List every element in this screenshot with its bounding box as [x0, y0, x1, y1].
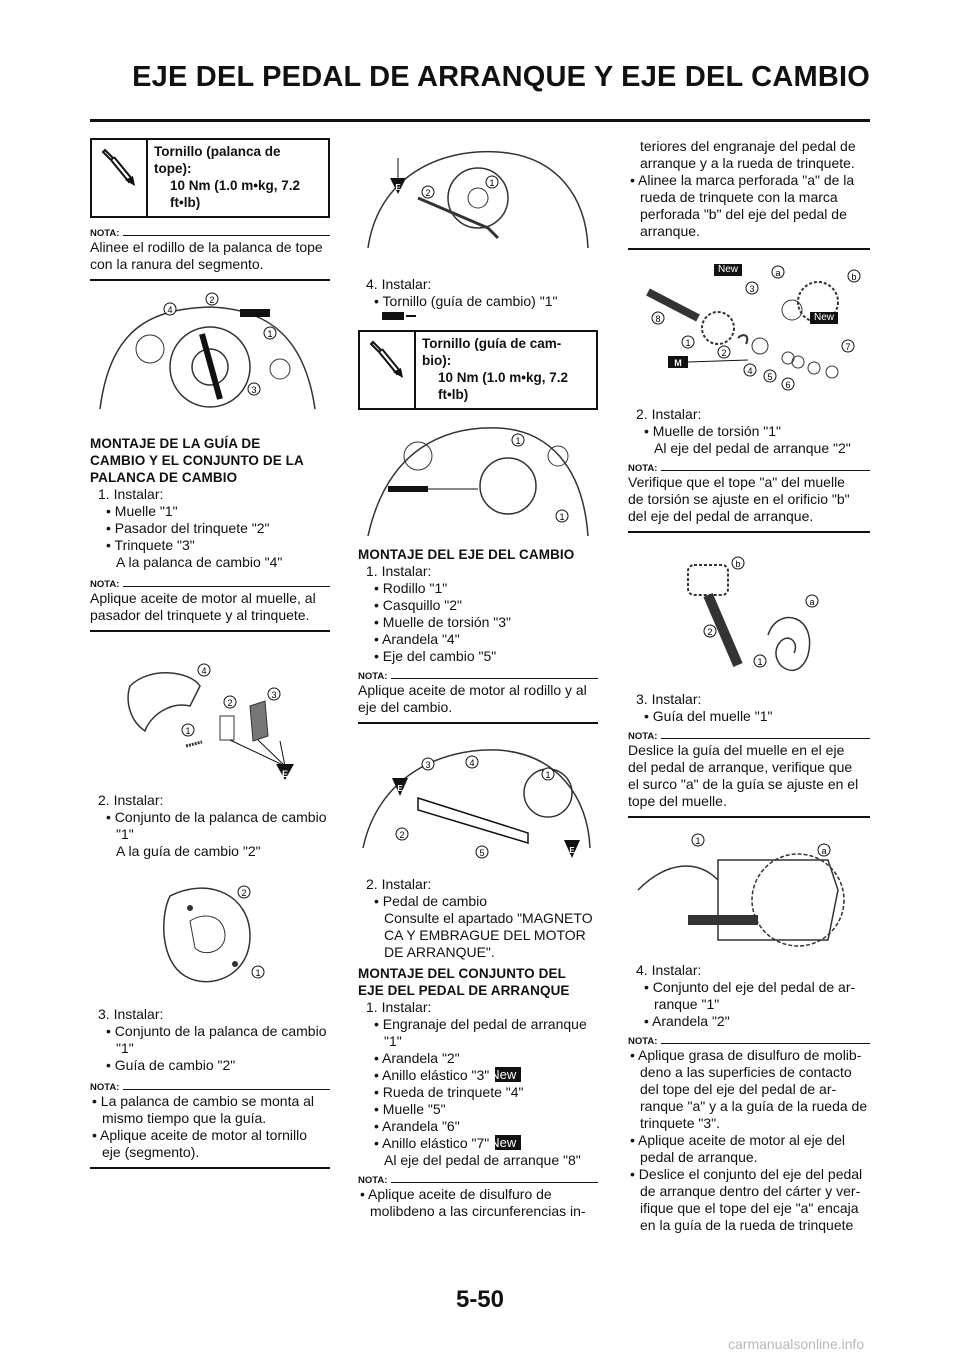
callout-2: 2	[399, 830, 405, 840]
new-part-badge: New	[810, 312, 838, 324]
column-right	[628, 138, 870, 1234]
note-header: NOTA:	[628, 1036, 870, 1047]
list-item: • Eje del cambio "5"	[374, 648, 497, 664]
note-text: Alinee el rodillo de la palanca de tope	[90, 239, 323, 255]
list-item: • Arandela "2"	[374, 1050, 460, 1066]
section-heading: EJE DEL PEDAL DE ARRANQUE	[358, 983, 570, 998]
callout-5: 5	[479, 848, 485, 858]
figure-shift-guide-bolt	[358, 138, 598, 268]
note-header: NOTA:	[628, 731, 870, 742]
list-item: • Muelle "5"	[374, 1101, 446, 1117]
thread-locker-icon	[358, 310, 598, 326]
note-bullet-cont: molibdeno a las circunferencias in-	[370, 1203, 586, 1219]
note-header: NOTA:	[90, 1082, 330, 1093]
section-heading: CAMBIO Y EL CONJUNTO DE LA	[90, 453, 304, 468]
list-item-sub: Al eje del pedal de arranque "2"	[654, 440, 851, 456]
note-bullet-cont: de arranque dentro del cárter y ver-	[640, 1183, 861, 1199]
note-bullet-cont: pedal de arranque.	[640, 1149, 758, 1165]
list-item: • Engranaje del pedal de arranque	[374, 1016, 587, 1032]
note-divider	[90, 630, 330, 632]
note-header: NOTA:	[358, 671, 598, 682]
list-item: • Muelle "1"	[106, 503, 178, 519]
section-heading: MONTAJE DE LA GUÍA DE	[90, 436, 261, 451]
callout-2: 2	[241, 888, 247, 898]
callout-7: 7	[845, 342, 851, 352]
page-title: EJE DEL PEDAL DE ARRANQUE Y EJE DEL CAMBIO	[132, 61, 870, 93]
note-text: eje del cambio.	[358, 699, 453, 715]
figure-shift-shaft	[358, 738, 598, 868]
note-bullet: • Aplique grasa de disulfuro de molib-	[630, 1047, 862, 1063]
note-text: tope del muelle.	[628, 793, 727, 809]
page-number: 5-50	[455, 1286, 505, 1313]
new-part-badge: New	[495, 1067, 521, 1082]
list-item: • Guía de cambio "2"	[106, 1057, 236, 1073]
list-item: • Tornillo (guía de cambio) "1"	[374, 293, 558, 309]
list-item-sub: Consulte el apartado "MAGNETO	[384, 910, 593, 926]
list-item-sub: A la palanca de cambio "4"	[116, 554, 283, 570]
list-item: • Anillo elástico "3"New	[358, 1067, 598, 1084]
note-bullet-cont: teriores del engranaje del pedal de	[640, 138, 856, 154]
note-bullet-cont: en la guía de la rueda de trinquete	[640, 1217, 854, 1233]
callout-1: 1	[185, 726, 191, 736]
callout-a: a	[821, 846, 827, 856]
torque-label-cont: bio):	[422, 353, 452, 368]
torque-label: Tornillo (guía de cam-	[422, 336, 562, 351]
callout-3: 3	[749, 284, 755, 294]
list-item: • Muelle de torsión "3"	[374, 614, 512, 630]
callout-b: b	[735, 559, 741, 569]
list-item: • Conjunto de la palanca de cambio	[106, 809, 327, 825]
list-item-cont: ranque "1"	[654, 996, 720, 1012]
column-left	[90, 138, 330, 1169]
callout-4: 4	[167, 305, 173, 315]
list-item: • Anillo elástico "7"New	[358, 1135, 598, 1152]
list-item: • Trinquete "3"	[106, 537, 195, 553]
step-text: 3. Instalar:	[98, 1006, 164, 1022]
watermark: carmanualsonline.info	[728, 1336, 865, 1352]
note-divider	[628, 248, 870, 250]
note-bullet-cont: ranque "a" y a la guía de la rueda de	[640, 1098, 868, 1114]
list-item-sub: CA Y EMBRAGUE DEL MOTOR	[384, 927, 586, 943]
step-text: 1. Instalar:	[98, 486, 164, 502]
title-divider	[90, 119, 870, 122]
callout-1: 1	[545, 770, 551, 780]
figure-crankcase-bolt	[358, 416, 598, 546]
list-item-cont: "1"	[384, 1033, 402, 1049]
callout-1: 1	[695, 836, 701, 846]
note-bullet-cont: arranque.	[640, 223, 700, 239]
callout-1: 1	[559, 512, 565, 522]
note-header: NOTA:	[90, 579, 330, 590]
note-bullet-cont: eje (segmento).	[102, 1144, 200, 1160]
torque-unit: ft•lb)	[170, 195, 201, 210]
step-text: 2. Instalar:	[366, 876, 432, 892]
step-text: 2. Instalar:	[636, 406, 702, 422]
torque-label-cont: tope):	[154, 161, 192, 176]
oil-symbol-icon: E	[395, 183, 401, 192]
callout-a: a	[775, 268, 781, 278]
figure-spring-guide	[628, 830, 870, 960]
list-item: • Pasador del trinquete "2"	[106, 520, 270, 536]
note-bullet-cont: rueda de trinquete con la marca	[640, 189, 838, 205]
callout-a: a	[809, 597, 815, 607]
callout-2: 2	[209, 295, 215, 305]
wrench-icon	[92, 140, 148, 216]
step-text: 1. Instalar:	[366, 563, 432, 579]
note-text: pasador del trinquete y al trinquete.	[90, 607, 310, 623]
callout-3: 3	[251, 385, 257, 395]
new-part-badge: New	[495, 1135, 521, 1150]
callout-b: b	[851, 272, 857, 282]
note-bullet-cont: perforada "b" del eje del pedal de	[640, 206, 847, 222]
note-text: del eje del pedal de arranque.	[628, 508, 814, 524]
note-divider	[628, 531, 870, 533]
note-header: NOTA:	[628, 463, 870, 474]
note-divider	[90, 1167, 330, 1169]
note-bullet: • Aplique aceite de motor al tornillo	[92, 1127, 308, 1143]
callout-1: 1	[685, 338, 691, 348]
note-bullet: • Alinee la marca perforada "a" de la	[630, 172, 855, 188]
oil-symbol-icon: E	[569, 846, 575, 855]
step-text: 1. Instalar:	[366, 999, 432, 1015]
step-text: 3. Instalar:	[636, 691, 702, 707]
torque-label: Tornillo (palanca de	[154, 144, 281, 159]
list-item-sub: DE ARRANQUE".	[384, 944, 495, 960]
list-item: • Pedal de cambio	[374, 893, 488, 909]
list-item-cont: "1"	[116, 1040, 134, 1056]
note-text: del pedal de arranque, verifique que	[628, 759, 853, 775]
callout-4: 4	[201, 666, 207, 676]
callout-1: 1	[515, 436, 521, 446]
callout-2: 2	[425, 188, 431, 198]
list-item: • Guía del muelle "1"	[644, 708, 773, 724]
new-part-badge: New	[714, 264, 742, 276]
note-bullet-cont: trinquete "3".	[640, 1115, 720, 1131]
list-item: • Conjunto de la palanca de cambio	[106, 1023, 327, 1039]
list-item: • Rueda de trinquete "4"	[374, 1084, 524, 1100]
callout-1: 1	[267, 329, 273, 339]
note-bullet: • Aplique aceite de disulfuro de	[360, 1186, 552, 1202]
note-bullet-cont: ifique que el tope del eje "a" encaja	[640, 1200, 859, 1216]
note-divider	[90, 279, 330, 281]
section-heading: MONTAJE DEL EJE DEL CAMBIO	[358, 547, 575, 562]
torque-value: 10 Nm (1.0 m•kg, 7.2	[170, 178, 301, 193]
wrench-icon	[360, 332, 416, 408]
moly-grease-icon: M	[674, 358, 682, 368]
list-item: • Arandela "2"	[644, 1013, 730, 1029]
list-item-cont: "1"	[116, 826, 134, 842]
oil-symbol-icon: E	[281, 769, 289, 779]
callout-1: 1	[757, 657, 763, 667]
note-text: Aplique aceite de motor al muelle, al	[90, 590, 316, 606]
column-middle	[358, 138, 598, 1220]
callout-4: 4	[747, 366, 753, 376]
note-bullet: • Aplique aceite de motor al eje del	[630, 1132, 846, 1148]
callout-3: 3	[425, 760, 431, 770]
list-item: • Casquillo "2"	[374, 597, 462, 613]
list-item: • Muelle de torsión "1"	[644, 423, 782, 439]
note-text: Verifique que el tope "a" del muelle	[628, 474, 845, 490]
callout-1: 1	[255, 968, 261, 978]
note-bullet-cont: del tope del eje del pedal de ar-	[640, 1081, 837, 1097]
callout-4: 4	[469, 758, 475, 768]
section-heading: MONTAJE DEL CONJUNTO DEL	[358, 966, 566, 981]
list-item: • Arandela "4"	[374, 631, 460, 647]
note-divider	[358, 722, 598, 724]
note-bullet-cont: deno a las superficies de contacto	[640, 1064, 852, 1080]
list-item: • Rodillo "1"	[374, 580, 448, 596]
list-item: • Arandela "6"	[374, 1118, 460, 1134]
note-divider	[628, 816, 870, 818]
torque-value: 10 Nm (1.0 m•kg, 7.2	[438, 370, 569, 385]
figure-shift-guide	[90, 876, 330, 996]
step-text: 2. Instalar:	[98, 792, 164, 808]
note-bullet: • La palanca de cambio se monta al	[92, 1093, 315, 1109]
callout-2: 2	[707, 627, 713, 637]
note-text: el surco "a" de la guía se ajuste en el	[628, 776, 859, 792]
note-header: NOTA:	[358, 1175, 598, 1186]
list-item-sub: A la guía de cambio "2"	[116, 843, 261, 859]
step-text: 4. Instalar:	[636, 962, 702, 978]
note-text: con la ranura del segmento.	[90, 256, 264, 272]
note-text: Aplique aceite de motor al rodillo y al	[358, 682, 587, 698]
callout-5: 5	[767, 372, 773, 382]
callout-8: 8	[655, 314, 661, 324]
torque-spec-box-1	[90, 138, 330, 218]
callout-2: 2	[721, 348, 727, 358]
note-text: de torsión se ajuste en el orificio "b"	[628, 491, 850, 507]
note-bullet: • Deslice el conjunto del eje del pedal	[630, 1166, 863, 1182]
list-item-sub: Al eje del pedal de arranque "8"	[384, 1152, 581, 1168]
callout-3: 3	[271, 690, 277, 700]
section-heading: PALANCA DE CAMBIO	[90, 470, 238, 485]
callout-1: 1	[489, 178, 495, 188]
callout-6: 6	[785, 380, 791, 390]
figure-stopper-lever	[90, 289, 330, 425]
figure-kickstarter-exploded	[628, 262, 870, 400]
note-header: NOTA:	[90, 228, 330, 239]
torque-unit: ft•lb)	[438, 387, 469, 402]
oil-symbol-icon: E	[397, 784, 403, 793]
note-text: Deslice la guía del muelle en el eje	[628, 742, 845, 758]
callout-2: 2	[227, 698, 233, 708]
list-item: • Conjunto del eje del pedal de ar-	[644, 979, 856, 995]
torque-spec-box-2	[358, 330, 598, 410]
step-text: 4. Instalar:	[366, 276, 432, 292]
figure-ratchet-parts	[90, 646, 330, 780]
note-bullet-cont: arranque y a la rueda de trinquete.	[640, 155, 855, 171]
figure-torsion-spring	[628, 545, 870, 685]
note-bullet-cont: mismo tiempo que la guía.	[102, 1110, 267, 1126]
